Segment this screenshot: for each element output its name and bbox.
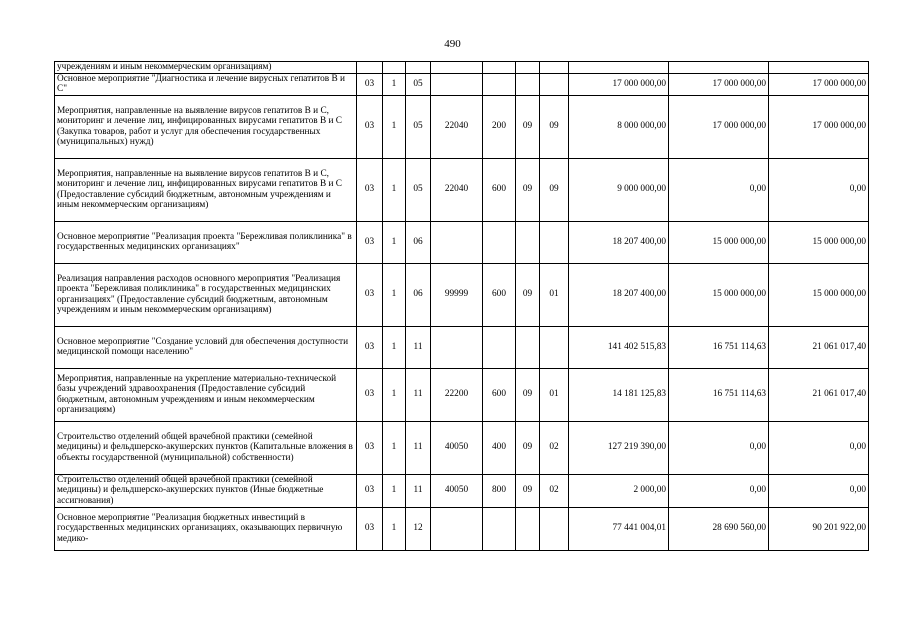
amount-year-2: 15 000 000,00 [669, 263, 769, 326]
amount-year-2: 17 000 000,00 [669, 73, 769, 95]
code-section [516, 507, 540, 550]
table-row [55, 326, 869, 368]
amount-year-3: 15 000 000,00 [769, 263, 869, 326]
amount-year-2: 17 000 000,00 [669, 95, 769, 158]
code-direction [431, 62, 483, 74]
amount-year-3: 0,00 [769, 421, 869, 474]
amount-year-1 [569, 62, 669, 74]
code-section [516, 326, 540, 368]
row-name: Строительство отделений общей врачебной практики (семейной медицины) и фельдшерско-акушерских пунктов (Капитальные вложения в объекты государственной (муниципальной) собственности) [55, 421, 357, 474]
code-program: 03 [357, 221, 383, 263]
amount-year-1: 77 441 004,01 [569, 507, 669, 550]
amount-year-3: 90 201 922,00 [769, 507, 869, 550]
code-expense-type: 200 [483, 95, 516, 158]
row-name: Реализация направления расходов основного мероприятия "Реализация проекта "Бережливая поликлиника" в государственных медицинских организациях" (Предоставление субсидий бюджетным, автономным учреждениям и иным некоммерческим организациям) [55, 263, 357, 326]
code-direction [431, 73, 483, 95]
code-subprogram: 1 [383, 326, 406, 368]
code-subsection: 09 [540, 95, 569, 158]
code-subsection: 01 [540, 263, 569, 326]
code-expense-type [483, 221, 516, 263]
code-direction: 22040 [431, 95, 483, 158]
code-subprogram: 1 [383, 421, 406, 474]
code-subsection [540, 326, 569, 368]
amount-year-1: 141 402 515,83 [569, 326, 669, 368]
amount-year-2 [669, 62, 769, 74]
row-name: Основное мероприятие "Диагностика и лечение вирусных гепатитов В и С" [55, 73, 357, 95]
code-program [357, 62, 383, 74]
code-activity: 11 [406, 368, 431, 421]
amount-year-3: 0,00 [769, 474, 869, 507]
table-row [55, 507, 869, 550]
amount-year-3: 17 000 000,00 [769, 95, 869, 158]
code-activity: 06 [406, 221, 431, 263]
amount-year-3: 21 061 017,40 [769, 326, 869, 368]
code-direction: 40050 [431, 421, 483, 474]
code-subsection [540, 73, 569, 95]
amount-year-2: 15 000 000,00 [669, 221, 769, 263]
code-program: 03 [357, 158, 383, 221]
amount-year-2: 28 690 560,00 [669, 507, 769, 550]
row-name: Мероприятия, направленные на выявление вирусов гепатитов В и С, мониторинг и лечение лиц, инфицированных вирусами гепатитов В и С (Предоставление субсидий бюджетным, автономным учреждениям и иным некоммерческим организациям) [55, 158, 357, 221]
code-program: 03 [357, 263, 383, 326]
code-activity: 12 [406, 507, 431, 550]
amount-year-3: 21 061 017,40 [769, 368, 869, 421]
budget-table [54, 61, 869, 551]
code-activity [406, 62, 431, 74]
code-subprogram: 1 [383, 221, 406, 263]
code-subsection: 09 [540, 158, 569, 221]
code-direction: 22200 [431, 368, 483, 421]
code-expense-type: 600 [483, 263, 516, 326]
table-row [55, 158, 869, 221]
code-direction: 40050 [431, 474, 483, 507]
code-activity: 05 [406, 158, 431, 221]
amount-year-2: 16 751 114,63 [669, 368, 769, 421]
amount-year-1: 17 000 000,00 [569, 73, 669, 95]
row-name: Мероприятия, направленные на укрепление материально-технической базы учреждений здравоохранения (Предоставление субсидий бюджетным, автономным учреждениям и иным некоммерческим организациям) [55, 368, 357, 421]
table-row [55, 474, 869, 507]
code-subprogram: 1 [383, 73, 406, 95]
amount-year-1: 127 219 390,00 [569, 421, 669, 474]
code-expense-type: 600 [483, 368, 516, 421]
amount-year-1: 18 207 400,00 [569, 263, 669, 326]
code-subsection [540, 507, 569, 550]
amount-year-2: 0,00 [669, 474, 769, 507]
row-name: Основное мероприятие "Реализация проекта "Бережливая поликлиника" в государственных медицинских организациях" [55, 221, 357, 263]
code-expense-type: 600 [483, 158, 516, 221]
row-name: Строительство отделений общей врачебной практики (семейной медицины) и фельдшерско-акушерских пунктов (Иные бюджетные ассигнования) [55, 474, 357, 507]
code-expense-type [483, 507, 516, 550]
amount-year-1: 8 000 000,00 [569, 95, 669, 158]
code-direction: 22040 [431, 158, 483, 221]
code-subsection [540, 62, 569, 74]
row-name: Основное мероприятие "Создание условий для обеспечения доступности медицинской помощи населению" [55, 326, 357, 368]
code-section: 09 [516, 95, 540, 158]
code-direction: 99999 [431, 263, 483, 326]
code-program: 03 [357, 73, 383, 95]
code-expense-type [483, 62, 516, 74]
amount-year-1: 18 207 400,00 [569, 221, 669, 263]
code-expense-type: 400 [483, 421, 516, 474]
table-row [55, 73, 869, 95]
page-number: 490 [444, 38, 461, 50]
code-subsection: 02 [540, 474, 569, 507]
table-row [55, 263, 869, 326]
code-subprogram: 1 [383, 158, 406, 221]
table-row [55, 421, 869, 474]
amount-year-3: 17 000 000,00 [769, 73, 869, 95]
row-name: Мероприятия, направленные на выявление вирусов гепатитов В и С, мониторинг и лечение лиц, инфицированных вирусами гепатитов В и С (Закупка товаров, работ и услуг для обеспечения государственных (муниципальных) нужд) [55, 95, 357, 158]
code-program: 03 [357, 507, 383, 550]
code-section: 09 [516, 158, 540, 221]
code-subsection: 02 [540, 421, 569, 474]
code-direction [431, 507, 483, 550]
code-activity: 05 [406, 73, 431, 95]
code-section [516, 221, 540, 263]
table-row [55, 62, 869, 74]
code-program: 03 [357, 95, 383, 158]
code-section: 09 [516, 263, 540, 326]
row-name: Основное мероприятие "Реализация бюджетных инвестиций в государственных медицинских организациях, оказывающих первичную медико- [55, 507, 357, 550]
code-expense-type: 800 [483, 474, 516, 507]
code-section: 09 [516, 474, 540, 507]
code-section [516, 62, 540, 74]
code-section [516, 73, 540, 95]
code-direction [431, 221, 483, 263]
code-direction [431, 326, 483, 368]
amount-year-3: 0,00 [769, 158, 869, 221]
code-subprogram: 1 [383, 95, 406, 158]
amount-year-2: 16 751 114,63 [669, 326, 769, 368]
code-activity: 05 [406, 95, 431, 158]
code-subprogram: 1 [383, 507, 406, 550]
amount-year-1: 14 181 125,83 [569, 368, 669, 421]
code-activity: 11 [406, 326, 431, 368]
code-subprogram: 1 [383, 263, 406, 326]
amount-year-2: 0,00 [669, 421, 769, 474]
table-row [55, 95, 869, 158]
amount-year-3 [769, 62, 869, 74]
code-subsection [540, 221, 569, 263]
amount-year-1: 2 000,00 [569, 474, 669, 507]
code-subprogram: 1 [383, 474, 406, 507]
code-expense-type [483, 73, 516, 95]
amount-year-2: 0,00 [669, 158, 769, 221]
code-subprogram: 1 [383, 368, 406, 421]
table-row [55, 368, 869, 421]
code-program: 03 [357, 474, 383, 507]
amount-year-1: 9 000 000,00 [569, 158, 669, 221]
code-program: 03 [357, 421, 383, 474]
code-subprogram [383, 62, 406, 74]
table-row [55, 221, 869, 263]
code-activity: 11 [406, 474, 431, 507]
code-expense-type [483, 326, 516, 368]
code-subsection: 01 [540, 368, 569, 421]
row-name: учреждениям и иным некоммерческим организациям) [55, 62, 357, 74]
code-activity: 11 [406, 421, 431, 474]
code-program: 03 [357, 326, 383, 368]
amount-year-3: 15 000 000,00 [769, 221, 869, 263]
code-section: 09 [516, 368, 540, 421]
code-program: 03 [357, 368, 383, 421]
code-activity: 06 [406, 263, 431, 326]
code-section: 09 [516, 421, 540, 474]
